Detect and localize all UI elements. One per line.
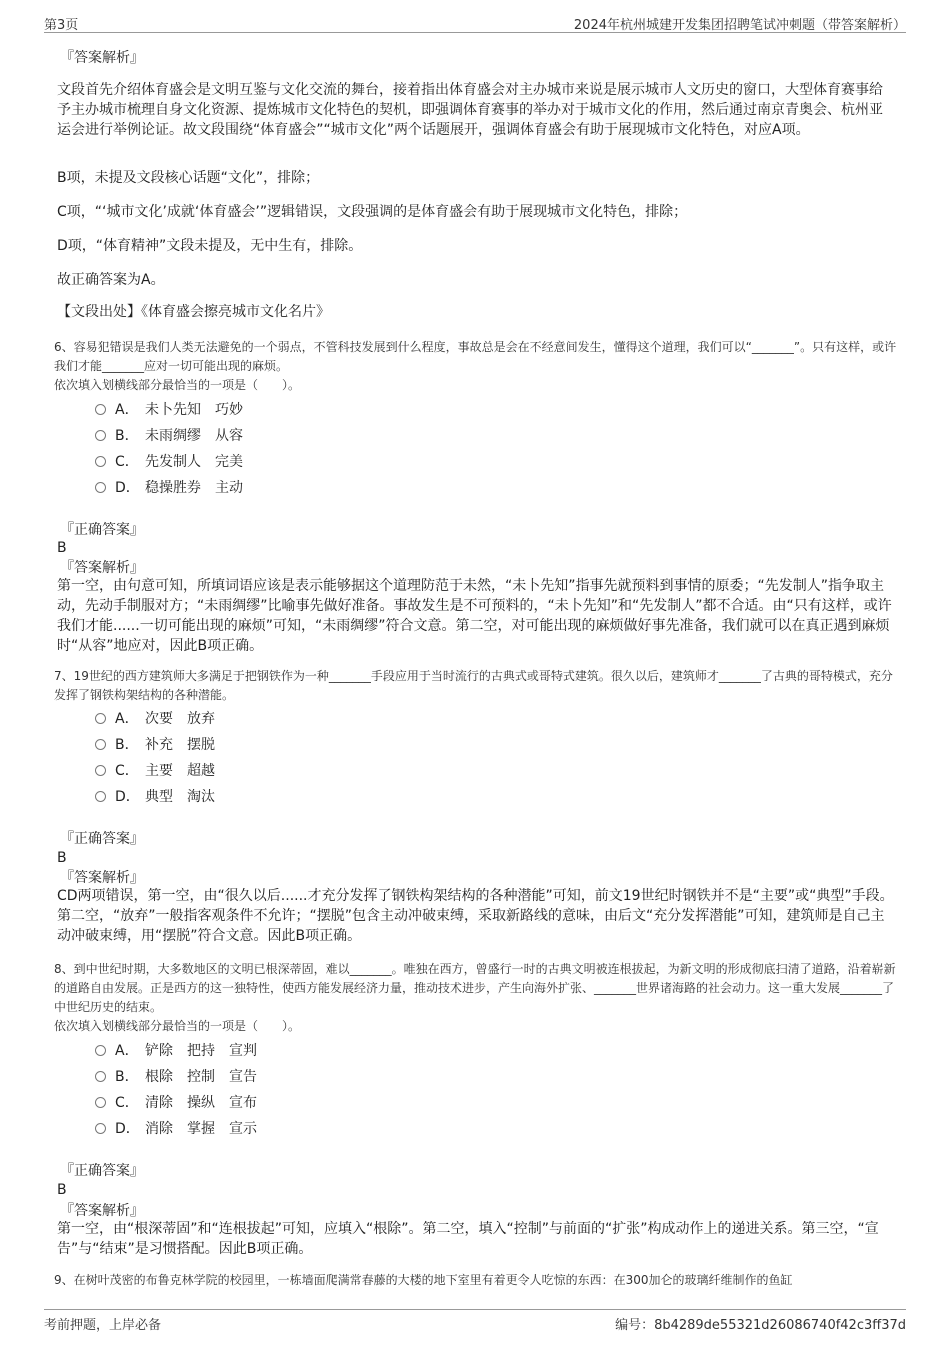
q6-instruction: 依次填入划横线部分最恰当的一项是（ ）。 [54,378,301,392]
radio-icon[interactable] [95,739,106,750]
q7-analysis-label: 『答案解析』 [60,870,144,886]
q8-analysis-label: 『答案解析』 [60,1203,144,1219]
q5-analysis-p5: 故正确答案为A。 [57,272,165,288]
q7-stem: 7、19世纪的西方建筑师大多满足于把钢铁作为一种_______手段应用于当时流行的古典式或哥特式建筑。很久以后，建筑师才_______了古典的哥特模式，充分发挥了钢铁构架结构的各种潜能。 [54,669,893,702]
q6-option-d[interactable]: D． 稳操胜券 主动 [95,478,257,498]
q6-answer-label: 『正确答案』 [60,522,144,538]
q9-stem: 9、在树叶茂密的布鲁克林学院的校园里，一栋墙面爬满常春藤的大楼的地下室里有着更令人吃惊的东西：在300加仑的玻璃纤维制作的鱼缸 [54,1273,793,1287]
q6-answer: B [57,540,67,556]
q7-option-c[interactable]: C． 主要 超越 [95,761,229,781]
q8-option-d[interactable]: D． 消除 掌握 宣示 [95,1119,271,1139]
q8-answer-label: 『正确答案』 [60,1163,144,1179]
footer-slogan: 考前押题，上岸必备 [44,1318,162,1333]
q5-analysis-p3: C项，“‘城市文化’成就‘体育盛会’”逻辑错误，文段强调的是体育盛会有助于展现城市文化特色，排除； [57,204,688,220]
radio-icon[interactable] [95,404,106,415]
q5-analysis-p4: D项，“体育精神”文段未提及，无中生有，排除。 [57,238,363,254]
q8-analysis: 第一空，由“根深蒂固”和“连根拔起”可知，应填入“根除”。第二空，填入“控制”与前面的“扩张”构成动作上的递进关系。第三空，“宣告”与“结束”是习惯搭配。因此B项正确。 [57,1221,879,1257]
q6-option-b[interactable]: B． 未雨绸缪 从容 [95,426,257,446]
radio-icon[interactable] [95,1045,106,1056]
q8-instruction: 依次填入划横线部分最恰当的一项是（ ）。 [54,1019,301,1033]
q6-analysis-label: 『答案解析』 [60,560,144,576]
q8-option-b[interactable]: B． 根除 控制 宣告 [95,1067,271,1087]
page-number: 第3页 [44,18,79,33]
header-divider [44,32,906,33]
radio-icon[interactable] [95,456,106,467]
q7-analysis: CD两项错误，第一空，由“很久以后......才充分发挥了钢铁构架结构的各种潜能”可知，前文19世纪时钢铁并不是“主要”或“典型”手段。第二空，“放弃”一般指客观条件不允许；“摆脱”包含主动冲破束缚，采取新路线的意味，由后文“充分发挥潜能”可知，建筑师是自己主动冲破束缚，用“摆脱”符合文意。因此B项正确。 [57,888,894,944]
document-title: 2024年杭州城建开发集团招聘笔试冲刺题（带答案解析） [573,18,906,33]
q5-analysis-label: 『答案解析』 [60,50,144,66]
q5-analysis-p1: 文段首先介绍体育盛会是文明互鉴与文化交流的舞台，接着指出体育盛会对主办城市来说是展示城市人文历史的窗口，大型体育赛事给予主办城市梳理自身文化资源、提炼城市文化特色的契机，即强调体育赛事的举办对于城市文化的作用，然后通过南京青奥会、杭州亚运会进行举例论证。故文段围绕“体育盛会”“城市文化”两个话题展开，强调体育盛会有助于展现城市文化特色，对应A项。 [57,82,883,138]
q7-option-d[interactable]: D． 典型 淘汰 [95,787,229,807]
footer-divider [44,1309,906,1310]
radio-icon[interactable] [95,791,106,802]
q5-analysis-p2: B项，未提及文段核心话题“文化”，排除； [57,170,320,186]
radio-icon[interactable] [95,765,106,776]
q6-option-a[interactable]: A． 未卜先知 巧妙 [95,400,257,420]
radio-icon[interactable] [95,713,106,724]
radio-icon[interactable] [95,1071,106,1082]
q5-source: 【文段出处】《体育盛会擦亮城市文化名片》 [57,304,330,320]
radio-icon[interactable] [95,430,106,441]
q8-stem: 8、到中世纪时期，大多数地区的文明已根深蒂固，难以_______。唯独在西方，曾盛行一时的古典文明被连根拔起，为新文明的形成彻底扫清了道路，沿着崭新的道路自由发展。正是西方的这一独特性，使西方能发展经济力量，推动技术进步，产生向海外扩张、_______世界诸海路的社会动力。这一重大发展_______了中世纪历史的结束。 [54,962,896,1014]
radio-icon[interactable] [95,1123,106,1134]
radio-icon[interactable] [95,482,106,493]
q8-option-a[interactable]: A． 铲除 把持 宣判 [95,1041,271,1061]
q8-answer: B [57,1182,67,1198]
q7-option-a[interactable]: A． 次要 放弃 [95,709,229,729]
document-id: 编号：8b4289de55321d26086740f42c3ff37d [615,1318,906,1333]
q7-option-b[interactable]: B． 补充 摆脱 [95,735,229,755]
q8-option-c[interactable]: C． 清除 操纵 宣布 [95,1093,271,1113]
q6-option-c[interactable]: C． 先发制人 完美 [95,452,257,472]
radio-icon[interactable] [95,1097,106,1108]
q6-analysis: 第一空，由句意可知，所填词语应该是表示能够据这个道理防范于未然，“未卜先知”指事先就预料到事情的原委；“先发制人”指争取主动，先动手制服对方；“未雨绸缪”比喻事先做好准备。事故发生是不可预料的，“未卜先知”和“先发制人”都不合适。由“只有这样，或许我们才能......一切可能出现的麻烦”可知，“未雨绸缪”符合文意。第二空，对可能出现的麻烦做好事先准备，我们就可以在真正遇到麻烦时“从容”地应对，因此B项正确。 [57,578,892,654]
q7-answer-label: 『正确答案』 [60,831,144,847]
q6-stem: 6、容易犯错误是我们人类无法避免的一个弱点，不管科技发展到什么程度，事故总是会在不经意间发生，懂得这个道理，我们可以“_______”。只有这样，或许我们才能_______应对一切可能出现的麻烦。 [54,340,897,373]
q7-answer: B [57,850,67,866]
